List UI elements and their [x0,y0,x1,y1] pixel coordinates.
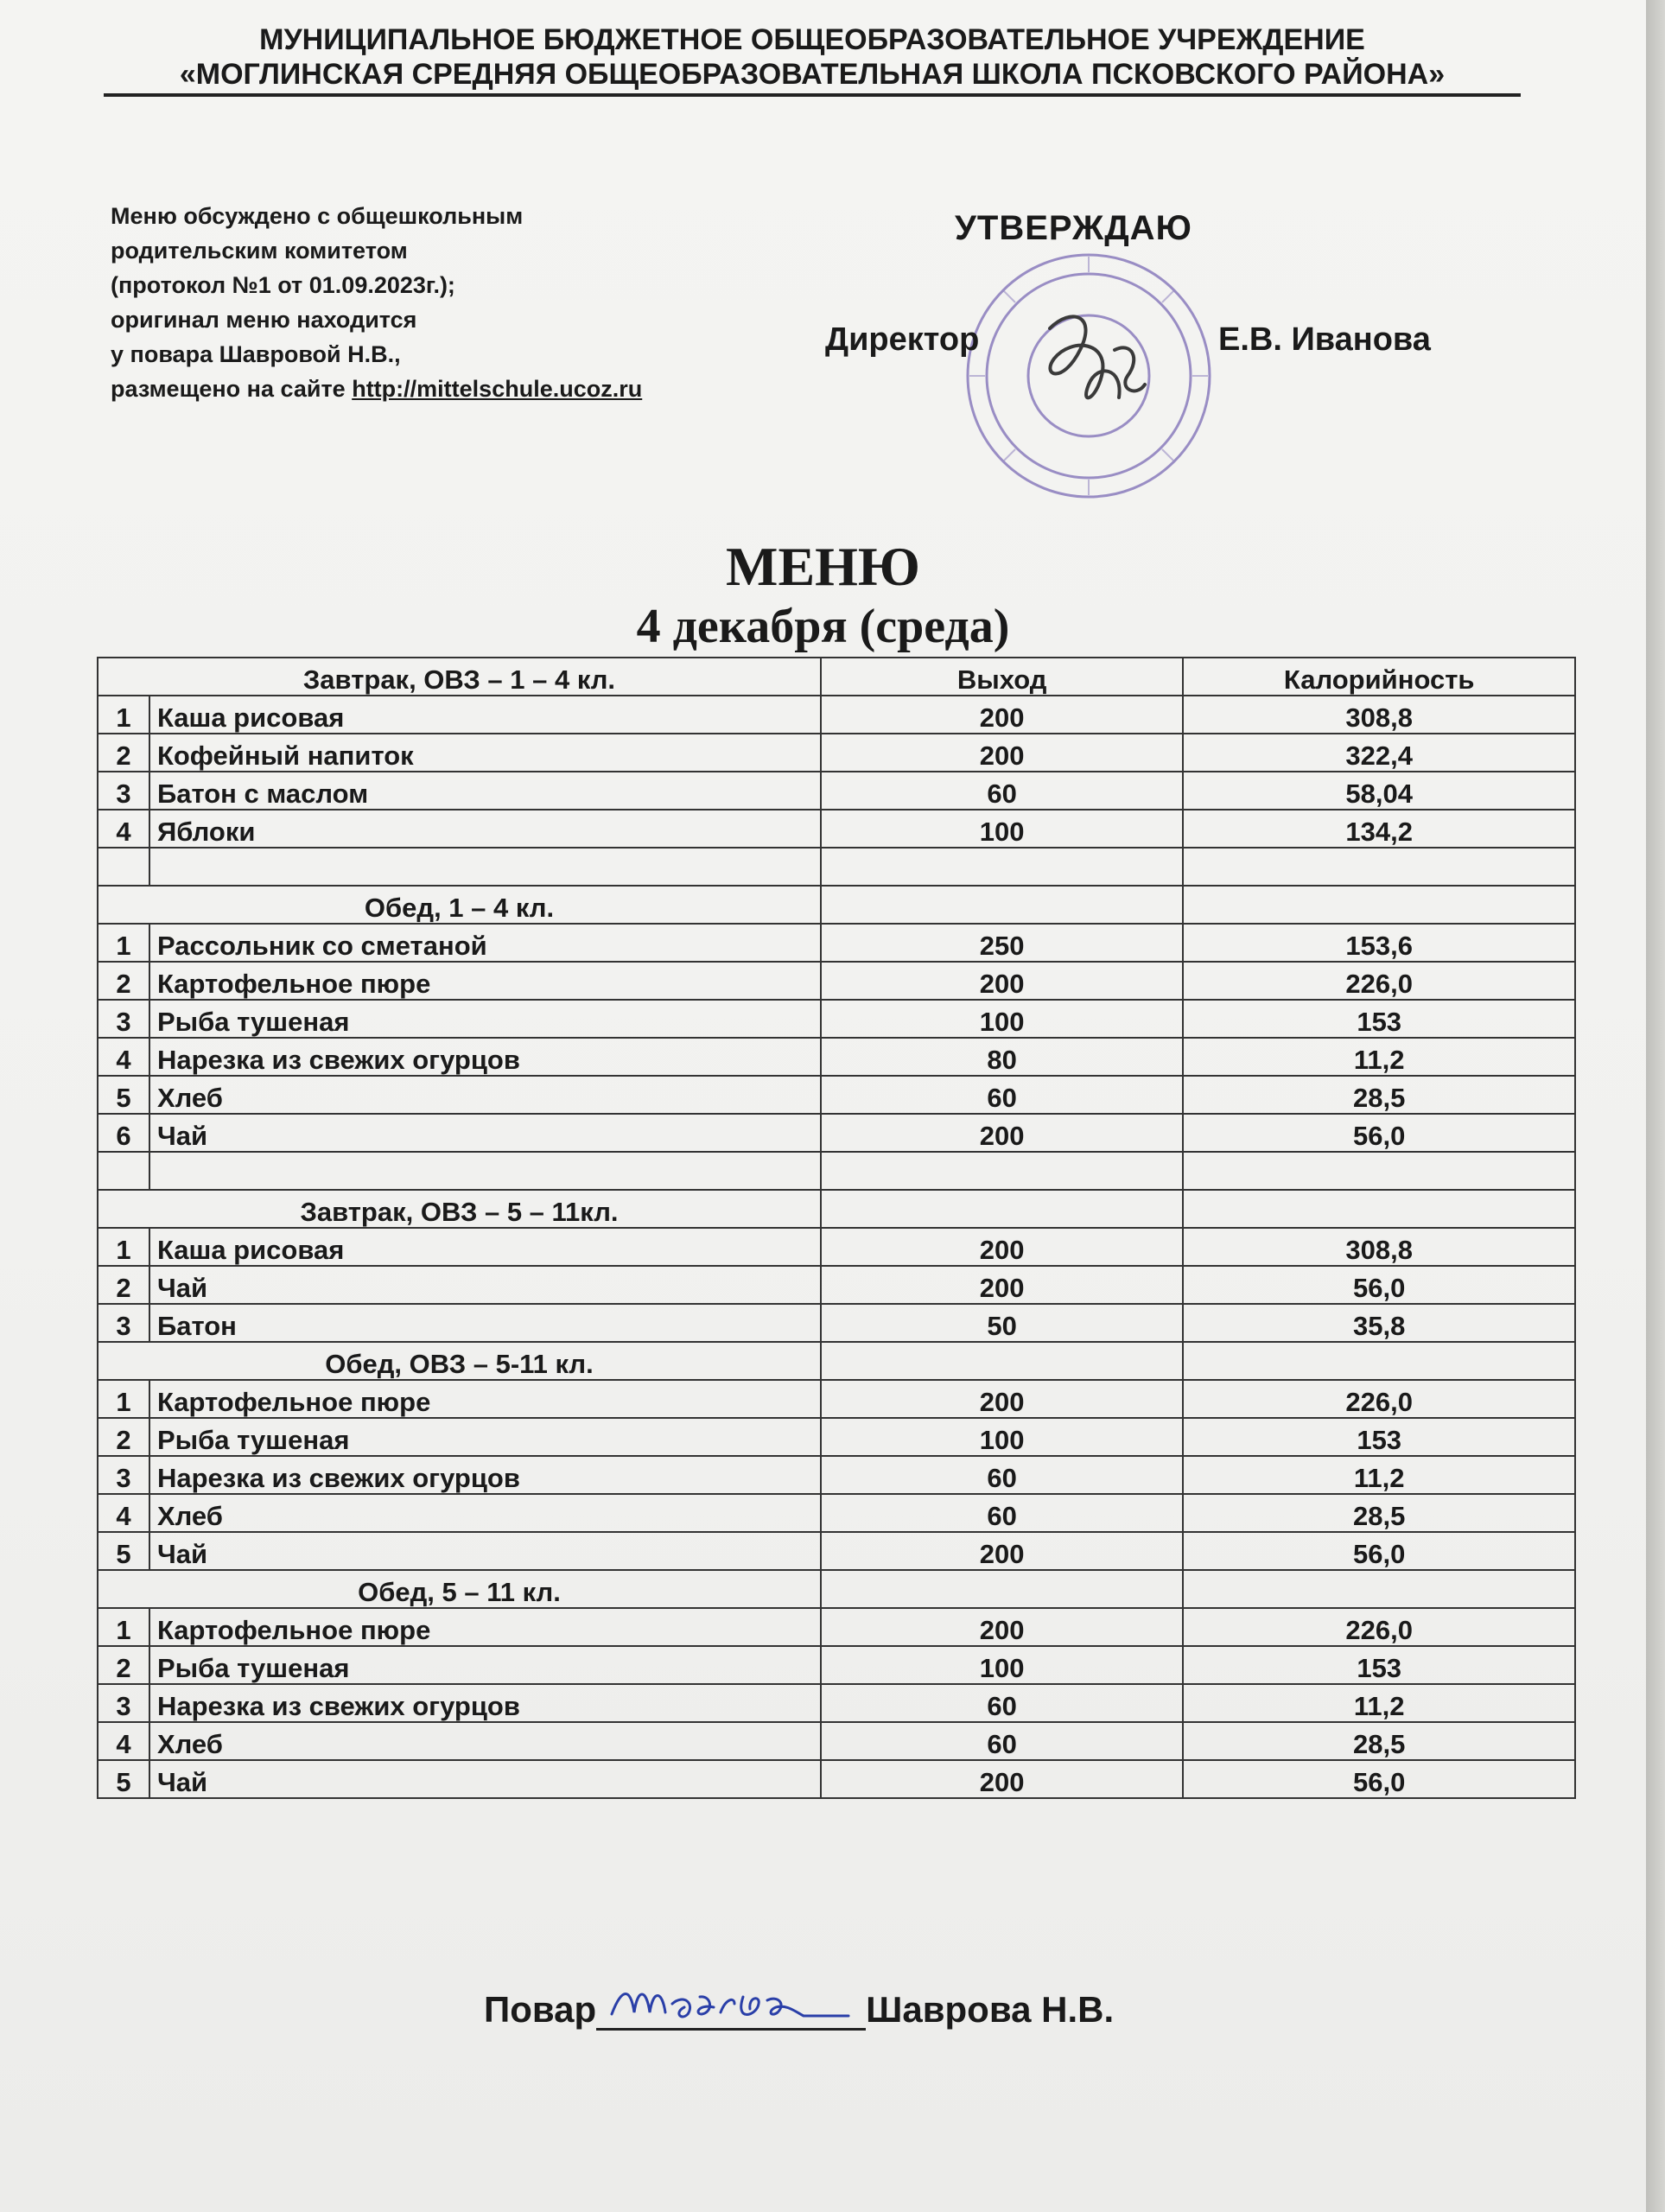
column-header-yield: Выход [821,658,1183,696]
item-number: 5 [98,1076,149,1114]
section-title-cell: Завтрак, ОВЗ – 5 – 11кл. [98,1190,821,1228]
dish-yield: 200 [821,1380,1183,1418]
item-number: 1 [98,1380,149,1418]
menu-item-row [98,1038,1575,1076]
section-title-row [98,1190,1575,1228]
dish-name: Нарезка из свежих огурцов [149,1038,821,1076]
empty-cell [821,1570,1183,1608]
approval-note-line: родительским комитетом [111,238,408,264]
item-number: 3 [98,1304,149,1342]
dish-yield: 60 [821,772,1183,810]
empty-cell [1183,886,1575,924]
dish-calories: 56,0 [1183,1532,1575,1570]
dish-yield: 100 [821,1646,1183,1684]
item-number: 4 [98,810,149,848]
dish-name: Чай [149,1266,821,1304]
dish-name: Каша рисовая [149,696,821,734]
dish-name: Хлеб [149,1722,821,1760]
dish-name: Хлеб [149,1494,821,1532]
empty-cell [149,1152,821,1190]
section-title-row [98,1342,1575,1380]
document-title: МЕНЮ [726,536,920,597]
item-number: 4 [98,1038,149,1076]
header-rule [104,93,1521,97]
item-number: 2 [98,1266,149,1304]
dish-calories: 11,2 [1183,1038,1575,1076]
dish-name: Картофельное пюре [149,962,821,1000]
dish-calories: 308,8 [1183,1228,1575,1266]
menu-item-row [98,1608,1575,1646]
item-number: 2 [98,734,149,772]
dish-name: Рыба тушеная [149,1418,821,1456]
dish-name: Батон с маслом [149,772,821,810]
dish-yield: 200 [821,1608,1183,1646]
item-number: 1 [98,1608,149,1646]
item-number: 3 [98,772,149,810]
document-date: 4 декабря (среда) [636,600,1010,653]
dish-yield: 250 [821,924,1183,962]
cook-signature-line [484,1989,1261,2031]
dish-calories: 322,4 [1183,734,1575,772]
dish-yield: 200 [821,1760,1183,1798]
empty-cell [1183,1570,1575,1608]
menu-item-row [98,1532,1575,1570]
dish-name: Рассольник со сметаной [149,924,821,962]
section-title-cell: Обед, ОВЗ – 5-11 кл. [98,1342,821,1380]
cook-handwritten-signature [605,1978,855,2030]
menu-table [97,657,1576,1799]
section-header-cell: Завтрак, ОВЗ – 1 – 4 кл. [98,658,821,696]
item-number: 1 [98,1228,149,1266]
dish-name: Чай [149,1114,821,1152]
menu-item-row [98,962,1575,1000]
dish-name: Рыба тушеная [149,1000,821,1038]
dish-calories: 58,04 [1183,772,1575,810]
dish-name: Картофельное пюре [149,1608,821,1646]
signature-field [596,1990,866,2031]
section-title-row [98,886,1575,924]
site-prefix: размещено на сайте [111,376,353,402]
dish-yield: 200 [821,1228,1183,1266]
dish-yield: 60 [821,1494,1183,1532]
menu-item-row [98,1228,1575,1266]
dish-yield: 100 [821,1000,1183,1038]
approval-note-line: (протокол №1 от 01.09.2023г.); [111,272,455,298]
empty-cell [1183,848,1575,886]
section-title-row [98,1570,1575,1608]
dish-yield: 200 [821,1266,1183,1304]
item-number: 1 [98,696,149,734]
item-number: 3 [98,1684,149,1722]
item-number: 3 [98,1456,149,1494]
dish-calories: 56,0 [1183,1760,1575,1798]
empty-row [98,1152,1575,1190]
dish-calories: 226,0 [1183,1380,1575,1418]
dish-name: Нарезка из свежих огурцов [149,1684,821,1722]
empty-cell [1183,1342,1575,1380]
empty-cell [821,1190,1183,1228]
dish-yield: 200 [821,1114,1183,1152]
official-stamp-seal [959,246,1218,505]
dish-calories: 153,6 [1183,924,1575,962]
empty-cell [149,848,821,886]
menu-item-row [98,1000,1575,1038]
menu-item-row [98,1760,1575,1798]
item-number: 5 [98,1532,149,1570]
school-header [104,22,1521,92]
item-number: 4 [98,1494,149,1532]
empty-cell [821,1342,1183,1380]
director-name: Е.В. Иванова [1218,321,1431,358]
dish-yield: 200 [821,962,1183,1000]
dish-calories: 153 [1183,1000,1575,1038]
empty-cell [98,1152,149,1190]
item-number: 1 [98,924,149,962]
dish-calories: 226,0 [1183,1608,1575,1646]
dish-yield: 50 [821,1304,1183,1342]
dish-calories: 134,2 [1183,810,1575,848]
dish-calories: 11,2 [1183,1684,1575,1722]
approval-title: УТВЕРЖДАЮ [955,209,1192,247]
site-link[interactable]: http://mittelschule.ucoz.ru [352,376,643,402]
dish-calories: 153 [1183,1418,1575,1456]
menu-item-row [98,924,1575,962]
approval-note-line [111,372,733,406]
dish-yield: 60 [821,1684,1183,1722]
menu-item-row [98,1076,1575,1114]
menu-item-row [98,1304,1575,1342]
dish-calories: 226,0 [1183,962,1575,1000]
item-number: 2 [98,962,149,1000]
director-role: Директор [825,321,980,358]
menu-item-row [98,1684,1575,1722]
dish-yield: 200 [821,1532,1183,1570]
dish-name: Яблоки [149,810,821,848]
menu-item-row [98,772,1575,810]
item-number: 3 [98,1000,149,1038]
menu-item-row [98,1266,1575,1304]
page-edge-shadow [1646,0,1665,2212]
menu-item-row [98,1418,1575,1456]
dish-name: Чай [149,1760,821,1798]
school-header-line2: «МОГЛИНСКАЯ СРЕДНЯЯ ОБЩЕОБРАЗОВАТЕЛЬНАЯ ШКОЛА ПСКОВСКОГО РАЙОНА» [179,58,1446,91]
section-title-cell: Обед, 1 – 4 кл. [98,886,821,924]
dish-calories: 11,2 [1183,1456,1575,1494]
item-number: 5 [98,1760,149,1798]
dish-name: Каша рисовая [149,1228,821,1266]
item-number: 2 [98,1418,149,1456]
dish-calories: 56,0 [1183,1114,1575,1152]
menu-item-row [98,1456,1575,1494]
dish-calories: 28,5 [1183,1722,1575,1760]
dish-calories: 35,8 [1183,1304,1575,1342]
empty-cell [821,848,1183,886]
dish-yield: 60 [821,1722,1183,1760]
section-title-cell: Обед, 5 – 11 кл. [98,1570,821,1608]
school-header-line1: МУНИЦИПАЛЬНОЕ БЮДЖЕТНОЕ ОБЩЕОБРАЗОВАТЕЛЬНОЕ УЧРЕЖДЕНИЕ [259,23,1365,56]
dish-name: Чай [149,1532,821,1570]
item-number: 6 [98,1114,149,1152]
menu-item-row [98,1646,1575,1684]
dish-calories: 153 [1183,1646,1575,1684]
dish-name: Картофельное пюре [149,1380,821,1418]
menu-item-row [98,1114,1575,1152]
director-signature [1050,316,1145,397]
dish-yield: 80 [821,1038,1183,1076]
dish-name: Нарезка из свежих огурцов [149,1456,821,1494]
menu-item-row [98,810,1575,848]
empty-row [98,848,1575,886]
dish-yield: 100 [821,810,1183,848]
dish-name: Рыба тушеная [149,1646,821,1684]
empty-cell [1183,1190,1575,1228]
dish-calories: 56,0 [1183,1266,1575,1304]
cook-label: Повар [484,1989,597,2030]
menu-item-row [98,1380,1575,1418]
dish-yield: 200 [821,734,1183,772]
item-number: 4 [98,1722,149,1760]
dish-yield: 60 [821,1076,1183,1114]
column-header-calories: Калорийность [1183,658,1575,696]
dish-name: Хлеб [149,1076,821,1114]
dish-name: Кофейный напиток [149,734,821,772]
cook-name: Шаврова Н.В. [866,1989,1115,2030]
empty-cell [821,1152,1183,1190]
empty-cell [821,886,1183,924]
menu-item-row [98,1722,1575,1760]
dish-name: Батон [149,1304,821,1342]
menu-item-row [98,696,1575,734]
empty-cell [98,848,149,886]
item-number: 2 [98,1646,149,1684]
empty-cell [1183,1152,1575,1190]
approval-note-line: Меню обсуждено с общешкольным [111,203,524,229]
dish-yield: 100 [821,1418,1183,1456]
table-header-row [98,658,1575,696]
dish-calories: 28,5 [1183,1076,1575,1114]
dish-calories: 308,8 [1183,696,1575,734]
menu-item-row [98,1494,1575,1532]
approval-note-line: у повара Шавровой Н.В., [111,341,401,367]
approval-note-line: оригинал меню находится [111,307,417,333]
dish-yield: 60 [821,1456,1183,1494]
menu-item-row [98,734,1575,772]
approval-note [111,199,733,406]
dish-yield: 200 [821,696,1183,734]
dish-calories: 28,5 [1183,1494,1575,1532]
